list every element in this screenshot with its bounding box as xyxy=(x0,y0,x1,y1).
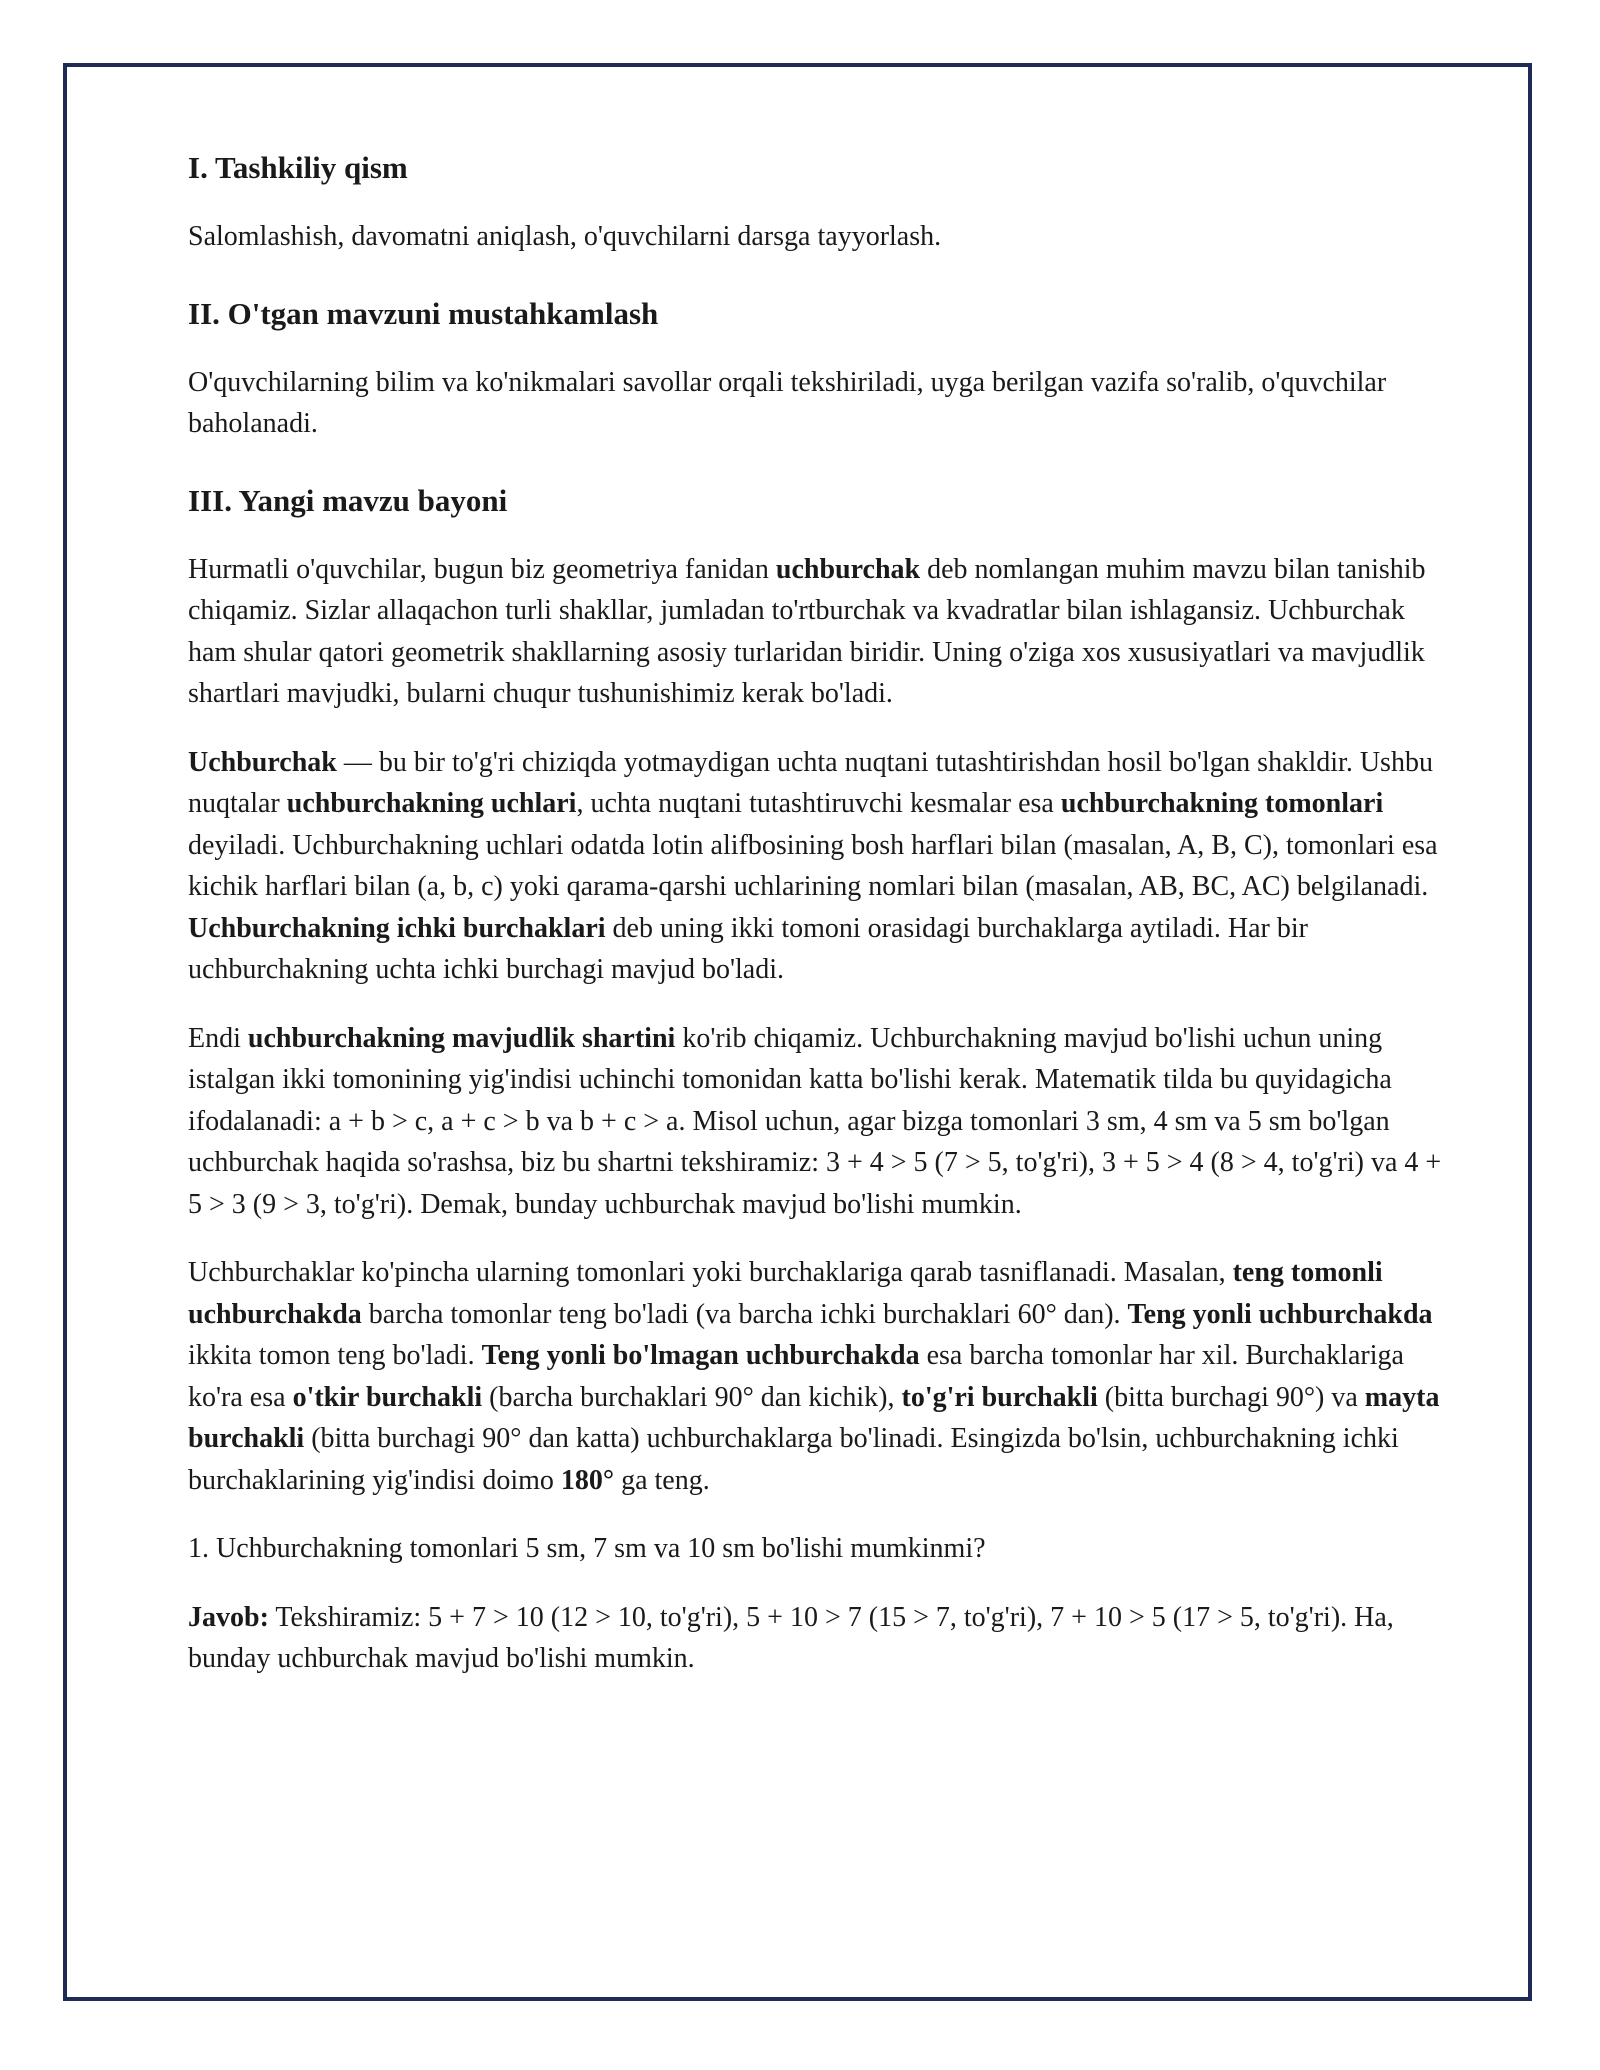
paragraph-classification: Uchburchaklar ko'pincha ularning tomonlari yoki burchaklariga qarab tasniflanadi. Masalan, teng tomonli uchburchakda barcha tomonlar teng bo'ladi (va barcha ichki burchaklari 60° dan). Teng yonli uchburchakda ikkita tomon teng bo'ladi. Teng yonli bo'lmagan uchburchakda esa barcha tomonlar har xil. Burchaklariga ko'ra esa o'tkir burchakli (barcha burchaklari 90° dan kichik), to'g'ri burchakli (bitta burchagi 90°) va mayta burchakli (bitta burchagi 90° dan katta) uchburchaklarga bo'linadi. Esingizda bo'lsin, uchburchakning ichki burchaklarining yig'indisi doimo 180° ga teng. xyxy=(188,1257,1440,1496)
answer-label: Javob: xyxy=(188,1601,269,1633)
paragraph-intro: Hurmatli o'quvchilar, bugun biz geometriya fanidan uchburchak deb nomlangan muhim mavzu bilan tanishib chiqamiz. Sizlar allaqachon turli shakllar, jumladan to'rtburchak va kvadratlar bilan ishlagansiz. Uchburchak ham shular qatori geometrik shakllarning asosiy turlaridan biridir. Uning o'ziga xos xususiyatlari va mavjudlik shartlari mavjudki, bularni chuqur tushunishimiz kerak bo'ladi. xyxy=(188,553,1426,709)
paragraph-tashkiliy: Salomlashish, davomatni aniqlash, o'quvchilarni darsga tayyorlash. xyxy=(188,221,942,252)
paragraph-definition: Uchburchak — bu bir to'g'ri chiziqda yotmaydigan uchta nuqtani tutashtirishdan hosil bo'lgan shakldir. Ushbu nuqtalar uchburchakning uchlari, uchta nuqtani tutashtiruvchi kesmalar esa uchburchakning tomonlari deyiladi. Uchburchakning uchlari odatda lotin alifbosining bosh harflari bilan (masalan, A, B, C), tomonlari esa kichik harflari bilan (a, b, c) yoki qarama-qarshi uchlarining nomlari bilan (masalan, AB, BC, AC) belgilanadi. Uchburchakning ichki burchaklari deb uning ikki tomoni orasidagi burchaklarga aytiladi. Har bir uchburchakning uchta ichki burchagi mavjud bo'ladi. xyxy=(188,746,1438,985)
paragraph-existence-condition: Endi uchburchakning mavjudlik shartini ko'rib chiqamiz. Uchburchakning mavjud bo'lishi uchun uning istalgan ikki tomonining yig'indisi uchinchi tomonidan katta bo'lishi kerak. Matematik tilda bu quyidagicha ifodalanadi: a + b > c, a + c > b va b + c > a. Misol uchun, agar bizga tomonlari 3 sm, 4 sm va 5 sm bo'lgan uchburchak haqida so'rashsa, biz bu shartni tekshiramiz: 3 + 4 > 5 (7 > 5, to'g'ri), 3 + 5 > 4 (8 > 4, to'g'ri) va 4 + 5 > 3 (9 > 3, to'g'ri). Demak, bunday uchburchak mavjud bo'lishi mumkin. xyxy=(188,1022,1442,1220)
question-1: 1. Uchburchakning tomonlari 5 sm, 7 sm va 10 sm bo'lishi mumkinmi? xyxy=(188,1533,986,1564)
answer-text: Tekshiramiz: 5 + 7 > 10 (12 > 10, to'g'ri), 5 + 10 > 7 (15 > 7, to'g'ri), 7 + 10 > 5 (17 > 5, to'g'ri). Ha, bunday uchburchak mavjud bo'lishi mumkin. xyxy=(188,1601,1394,1674)
paragraph-mustahkamlash: O'quvchilarning bilim va ko'nikmalari savollar orqali tekshiriladi, uyga berilgan vazifa so'ralib, o'quvchilar baholanadi. xyxy=(188,366,1387,439)
answer-1 xyxy=(188,1597,1458,1680)
section-heading-1: I. Tashkiliy qism xyxy=(188,150,408,185)
section-heading-2: II. O'tgan mavzuni mustahkamlash xyxy=(188,295,659,331)
document-body xyxy=(188,148,1458,1707)
section-heading-3: III. Yangi mavzu bayoni xyxy=(188,482,508,518)
